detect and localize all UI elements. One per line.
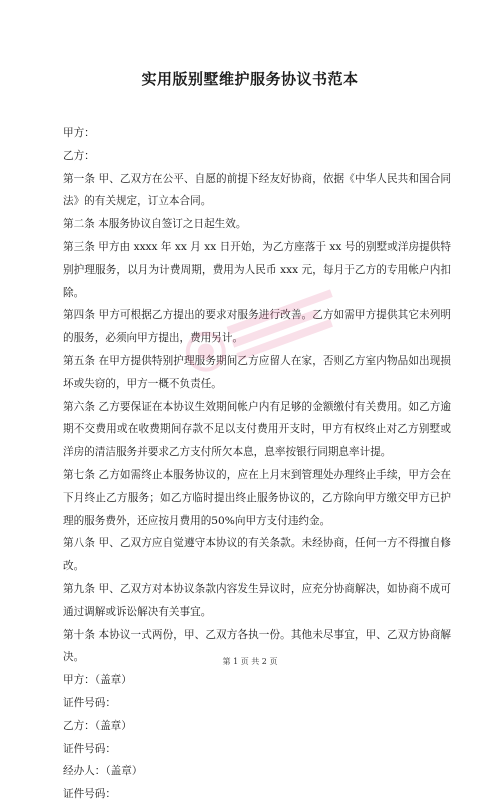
article-4: 第四条 甲方可根据乙方提出的要求对服务进行改善。乙方如需甲方提供其它未列明的服务，必须向甲方提出，费用另计。 bbox=[63, 309, 451, 345]
article-3: 第三条 甲方由 xxxx 年 xx 月 xx 日开始，为乙方座落于 xx 号的别墅或洋房提供特别护理服务，以月为计费周期，费用为人民币 xxx 元，每月于乙方的专用帐户内扣除。 bbox=[63, 240, 451, 299]
article-5: 第五条 在甲方提供特别护理服务期间乙方应留人在家，否则乙方室内物品如出现损坏或失窃的，甲方一概不负责任。 bbox=[63, 354, 451, 390]
article-6: 第六条 乙方要保证在本协议生效期间帐户内有足够的金额缴付有关费用。如乙方逾期不交费用或在收费期间存款不足以支付费用开支时，甲方有权终止对乙方别墅或洋房的清洁服务并要求乙方支付所欠本息，息率按银行同期息率计提。 bbox=[63, 400, 451, 459]
article-10: 第十条 本协议一式两份，甲、乙双方各执一份。其他未尽事宜，甲、乙双方协商解决。 bbox=[63, 628, 451, 664]
article-7: 第七条 乙方如需终止本服务协议的，应在上月末到管理处办理终止手续，甲方会在下月终止乙方服务；如乙方临时提出终止服务协议的，乙方除向甲方缴交甲方已护理的服务费外，还应按月费用的50%向甲方支付违约金。 bbox=[63, 468, 451, 527]
party-b-seal-line: 乙方：（盖章） bbox=[63, 719, 132, 732]
article-2: 第二条 本服务协议自签订之日起生效。 bbox=[63, 218, 247, 231]
party-b-id-line: 证件号码： bbox=[63, 742, 116, 755]
party-b-label: 乙方： bbox=[63, 149, 95, 162]
page-number: 第 1 页 共 2 页 bbox=[222, 657, 278, 666]
party-a-seal-line: 甲方：（盖章） bbox=[63, 674, 132, 687]
article-1: 第一条 甲、乙双方在公平、自愿的前提下经友好协商，依据《中华人民共和国合同法》的有关规定，订立本合同。 bbox=[63, 172, 451, 208]
article-8: 第八条 甲、乙双方应自觉遵守本协议的有关条款。未经协商，任何一方不得擅自修改。 bbox=[63, 537, 451, 573]
handler-seal-line: 经办人：（盖章） bbox=[63, 765, 143, 778]
handler-id-line: 证件号码： bbox=[63, 788, 116, 801]
document-title: 实用版别墅维护服务协议书范本 bbox=[141, 70, 359, 88]
document-body bbox=[63, 122, 451, 806]
article-9: 第九条 甲、乙双方对本协议条款内容发生异议时，应充分协商解决，如协商不成可通过调解或诉讼解决有关事宜。 bbox=[63, 582, 451, 618]
party-a-label: 甲方： bbox=[63, 127, 95, 139]
party-a-id-line: 证件号码： bbox=[63, 696, 116, 709]
